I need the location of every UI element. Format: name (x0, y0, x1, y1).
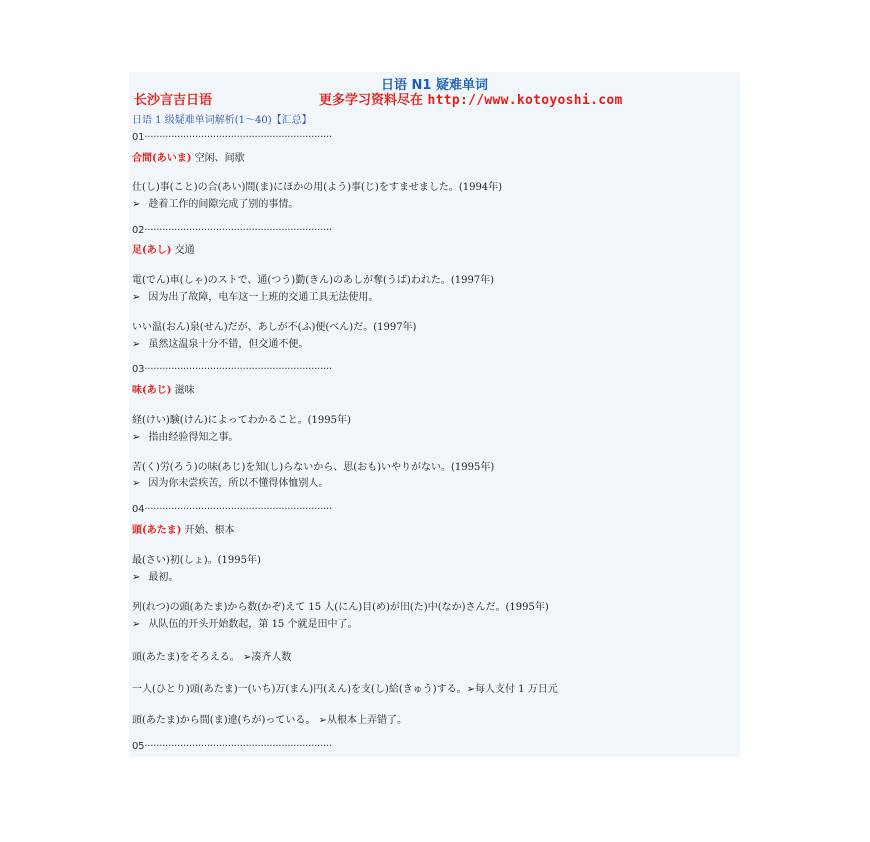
entry-meaning: 滋味 (171, 385, 195, 396)
translation-text: 因为你未尝疾苦，所以不懂得体恤别人。 (148, 478, 329, 489)
entry-headword: 合間(あいま) (132, 153, 192, 164)
translation-line (132, 195, 298, 210)
arrow-bullet-icon: ➢ (132, 292, 141, 303)
entry-headword-line (132, 521, 235, 536)
example-sentence: 列(れつ)の頭(あたま)から数(かぞ)えて 15 人(にん)目(め)が田(た)中(なか)さんだ。(1995年) (132, 602, 549, 613)
entry-meaning: 开始、根本 (181, 525, 235, 536)
entry-headword-line (132, 381, 195, 396)
document-page (129, 72, 740, 757)
separator-text: 01······························································· (132, 132, 332, 143)
entry-meaning: 交通 (171, 245, 195, 256)
separator-text: 04······························································· (132, 504, 332, 515)
example-sentence: 頭(あたま)から間(ま)違(ちが)っている。 ➢从根本上弄错了。 (132, 715, 407, 726)
entry-separator (132, 225, 332, 236)
translation-line (132, 335, 308, 350)
document-title: 日语 N1 疑难单词 (381, 78, 488, 93)
arrow-bullet-icon: ➢ (132, 199, 141, 210)
entry-headword-line (132, 149, 245, 164)
arrow-bullet-icon: ➢ (132, 432, 141, 443)
translation-line (132, 568, 178, 583)
translation-line (132, 474, 328, 489)
section-subtitle: 日语 1 级疑难单词解析(1～40)【汇总】 (132, 115, 312, 126)
separator-text: 05······························································· (132, 741, 332, 752)
entry-headword: 足(あし) (132, 245, 172, 256)
arrow-bullet-icon: ➢ (132, 339, 141, 350)
arrow-bullet-icon: ➢ (132, 478, 141, 489)
entry-meaning: 空闲、间歇 (191, 153, 245, 164)
translation-text: 虽然这温泉十分不错，但交通不便。 (148, 339, 309, 350)
example-sentence: 経(けい)験(けん)によってわかること。(1995年) (132, 415, 351, 426)
translation-line (132, 615, 357, 630)
example-sentence: 電(でん)車(しゃ)のストで、通(つう)勤(きん)のあしが奪(うば)われた。(1997年) (132, 275, 495, 286)
translation-text: 最初。 (148, 572, 179, 583)
example-sentence: 頭(あたま)をそろえる。 ➢凑齐人数 (132, 652, 292, 663)
promo-banner (319, 89, 623, 108)
translation-text: 指由经验得知之事。 (148, 432, 239, 443)
entry-headword-line (132, 241, 195, 256)
brand-name: 长沙言吉日语 (134, 93, 213, 108)
entry-headword: 味(あじ) (132, 385, 172, 396)
example-sentence: いい温(おん)泉(せん)だが、あしが不(ふ)便(べん)だ。(1997年) (132, 322, 417, 333)
entry-separator (132, 364, 332, 375)
promo-url-link[interactable]: http://www.kotoyoshi.com (427, 93, 623, 108)
entry-separator (132, 741, 332, 752)
translation-text: 从队伍的开头开始数起，第 15 个就是田中了。 (148, 619, 358, 630)
example-sentence: 仕(し)事(こと)の合(あい)間(ま)にほかの用(よう)事(じ)をすませました。(1994年) (132, 182, 503, 193)
separator-text: 03······························································· (132, 364, 332, 375)
example-sentence: 苦(く)労(ろう)の味(あじ)を知(し)らないから、思(おも)いやりがない。(1995年) (132, 462, 495, 473)
example-sentence: 最(さい)初(しょ)。(1995年) (132, 555, 261, 566)
arrow-bullet-icon: ➢ (132, 572, 141, 583)
translation-line (132, 288, 378, 303)
translation-text: 因为出了故障，电车这一上班的交通工具无法使用。 (148, 292, 379, 303)
translation-line (132, 428, 238, 443)
arrow-bullet-icon: ➢ (132, 619, 141, 630)
promo-text: 更多学习资料尽在 (319, 93, 428, 108)
entry-headword: 頭(あたま) (132, 525, 182, 536)
separator-text: 02······························································· (132, 225, 332, 236)
entry-separator (132, 132, 332, 143)
example-sentence: 一人(ひとり)頭(あたま)一(いち)万(まん)円(えん)を支(し)給(きゅう)する。➢每人支付 1 万日元 (132, 684, 558, 695)
translation-text: 趁着工作的间隙完成了别的事情。 (148, 199, 299, 210)
entry-separator (132, 504, 332, 515)
